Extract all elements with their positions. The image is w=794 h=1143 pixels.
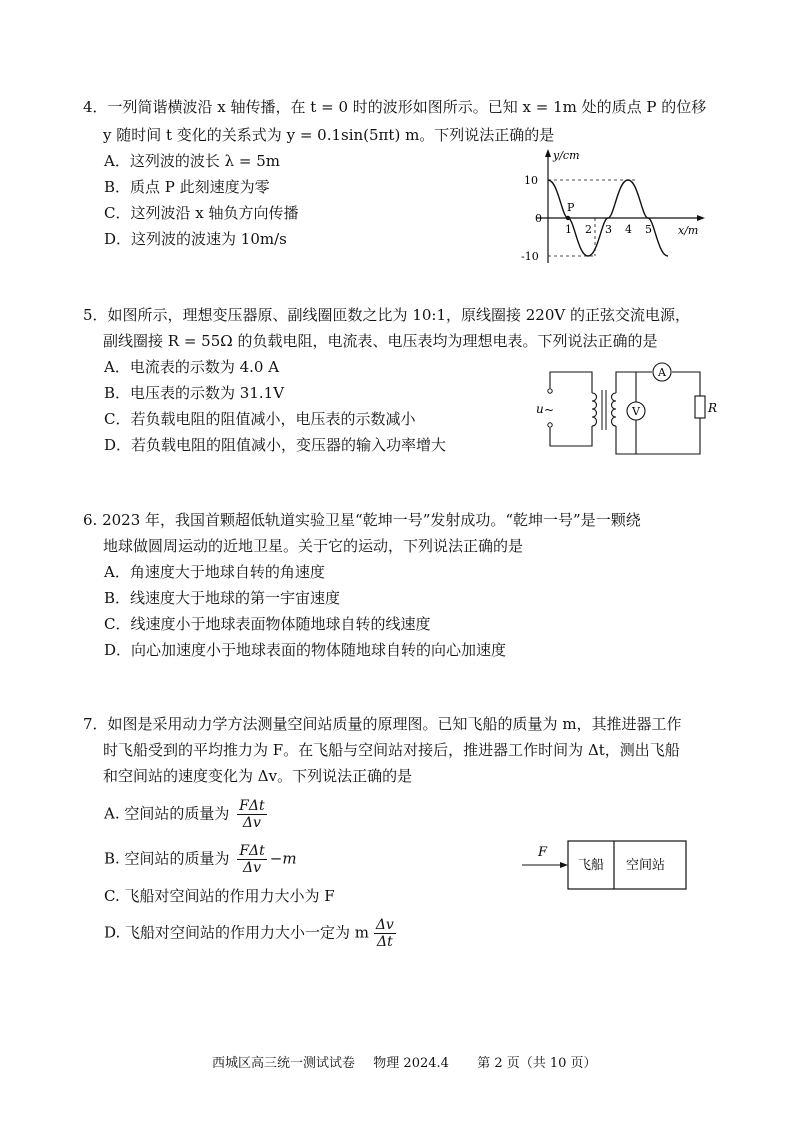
q7-option-b[interactable] bbox=[104, 843, 297, 876]
q7-option-d-numerator: Δv bbox=[375, 917, 394, 933]
x-tick-5: 5 bbox=[645, 223, 652, 236]
x-tick-4: 4 bbox=[625, 223, 632, 236]
q5-option-d[interactable]: D．若负载电阻的阻值减小，变压器的输入功率增大 bbox=[104, 436, 447, 454]
q7-option-b-fraction bbox=[237, 843, 266, 876]
q7-option-d-fraction bbox=[374, 917, 396, 950]
q5-circuit-diagram bbox=[530, 358, 720, 458]
q6-stem-line1: 6. 2023 年，我国首颗超低轨道实验卫星“乾坤一号”发射成功。“乾坤一号”是一颗绕 bbox=[83, 511, 641, 529]
q6-option-a[interactable]: A．角速度大于地球自转的角速度 bbox=[104, 563, 325, 581]
q7-option-a[interactable] bbox=[104, 798, 270, 831]
q4-stem-line1: 4．一列简谐横波沿 x 轴传播，在 t = 0 时的波形如图所示。已知 x = 1m 处的质点 P 的位移 bbox=[83, 98, 707, 116]
x-axis-label: x/m bbox=[678, 224, 699, 237]
q7-stem-line2: 时飞船受到的平均推力为 F。在飞船与空间站对接后，推进器工作时间为 Δt，测出飞船 bbox=[103, 741, 680, 759]
y-axis-label: y/cm bbox=[553, 149, 580, 162]
q7-stem-line1: 7．如图是采用动力学方法测量空间站质量的原理图。已知飞船的质量为 m，其推进器工作 bbox=[83, 715, 682, 733]
q7-option-b-numerator: FΔt bbox=[239, 843, 265, 859]
primary-coil bbox=[592, 393, 597, 426]
x-axis-arrow bbox=[697, 215, 705, 221]
q7-option-d-text: D. 飞船对空间站的作用力大小一定为 m bbox=[104, 923, 370, 942]
q6-option-d[interactable]: D．向心加速度小于地球表面的物体随地球自转的向心加速度 bbox=[104, 641, 507, 659]
voltmeter-label: V bbox=[632, 405, 640, 418]
q6-stem-line2: 地球做圆周运动的近地卫星。关于它的运动，下列说法正确的是 bbox=[103, 537, 524, 555]
secondary-top-right-wire bbox=[672, 372, 700, 396]
source-label: u bbox=[536, 402, 544, 416]
ammeter-label: A bbox=[658, 366, 666, 379]
force-arrow-head bbox=[560, 862, 568, 868]
q5-option-a[interactable]: A．电流表的示数为 4.0 A bbox=[104, 358, 280, 376]
resistor-label: R bbox=[708, 401, 718, 415]
secondary-bottom-wire bbox=[616, 418, 700, 454]
q6-option-b[interactable]: B．线速度大于地球的第一宇宙速度 bbox=[104, 589, 341, 607]
footer-page-number: 第 2 页（共 10 页） bbox=[477, 1056, 597, 1071]
x-tick-2: 2 bbox=[585, 223, 592, 236]
ship-label: 飞船 bbox=[578, 858, 605, 873]
q7-option-a-denominator: Δv bbox=[242, 815, 261, 831]
q4-option-c[interactable]: C．这列波沿 x 轴负方向传播 bbox=[104, 204, 299, 222]
q7-option-a-text: A. 空间站的质量为 bbox=[104, 804, 230, 823]
point-p-label: P bbox=[567, 201, 575, 214]
force-label: F bbox=[538, 845, 548, 860]
primary-bottom-wire bbox=[550, 426, 592, 446]
q7-stem-line3: 和空间站的速度变化为 Δv。下列说法正确的是 bbox=[103, 767, 413, 785]
y-tick-10: 10 bbox=[524, 174, 538, 187]
terminal-top bbox=[548, 389, 552, 393]
q5-option-b[interactable]: B．电压表的示数为 31.1V bbox=[104, 384, 285, 402]
resistor bbox=[695, 396, 705, 418]
q4-option-b[interactable]: B．质点 P 此刻速度为零 bbox=[104, 178, 270, 196]
page-footer bbox=[212, 1052, 597, 1071]
q7-option-b-text: B. 空间站的质量为 bbox=[104, 849, 230, 868]
terminal-bottom bbox=[548, 423, 552, 427]
q7-option-d[interactable] bbox=[104, 917, 399, 950]
q7-option-a-numerator: FΔt bbox=[239, 798, 265, 814]
x-tick-1: 1 bbox=[565, 223, 572, 236]
q7-option-a-fraction bbox=[237, 798, 266, 831]
q7-option-b-denominator: Δv bbox=[243, 860, 262, 876]
footer-exam: 西城区高三统一测试试卷 bbox=[212, 1056, 356, 1071]
q4-option-a[interactable]: A．这列波的波长 λ = 5m bbox=[104, 152, 280, 170]
y-tick-0: 0 bbox=[535, 212, 542, 225]
q5-stem-line2: 副线圈接 R = 55Ω 的负载电阻，电流表、电压表均为理想电表。下列说法正确的是 bbox=[103, 332, 658, 350]
station-label: 空间站 bbox=[626, 858, 666, 873]
q7-option-d-denominator: Δt bbox=[376, 934, 393, 950]
source-symbol: ~ bbox=[544, 403, 555, 417]
y-axis-arrow bbox=[545, 149, 551, 157]
q4-wave-graph bbox=[515, 145, 710, 270]
footer-subject: 物理 2024.4 bbox=[373, 1056, 449, 1071]
q4-option-d[interactable]: D．这列波的波速为 10m/s bbox=[104, 230, 287, 248]
q6-option-c[interactable]: C．线速度小于地球表面物体随地球自转的线速度 bbox=[104, 615, 431, 633]
primary-top-wire bbox=[550, 372, 592, 393]
q7-option-c[interactable]: C. 飞船对空间站的作用力大小为 F bbox=[104, 887, 335, 905]
secondary-top-left-wire bbox=[616, 372, 652, 393]
x-tick-3: 3 bbox=[605, 223, 612, 236]
q5-option-c[interactable]: C．若负载电阻的阻值减小，电压表的示数减小 bbox=[104, 410, 416, 428]
secondary-coil bbox=[612, 393, 617, 426]
point-p bbox=[566, 216, 570, 220]
y-tick-neg10: -10 bbox=[521, 250, 539, 263]
q5-stem-line1: 5．如图所示，理想变压器原、副线圈匝数之比为 10:1，原线圈接 220V 的正弦交流电源， bbox=[83, 306, 690, 324]
q7-option-b-suffix: −m bbox=[269, 849, 297, 868]
q7-docking-diagram bbox=[518, 834, 698, 894]
q4-stem-line2: y 随时间 t 变化的关系式为 y = 0.1sin(5πt) m。下列说法正确的是 bbox=[103, 126, 555, 144]
